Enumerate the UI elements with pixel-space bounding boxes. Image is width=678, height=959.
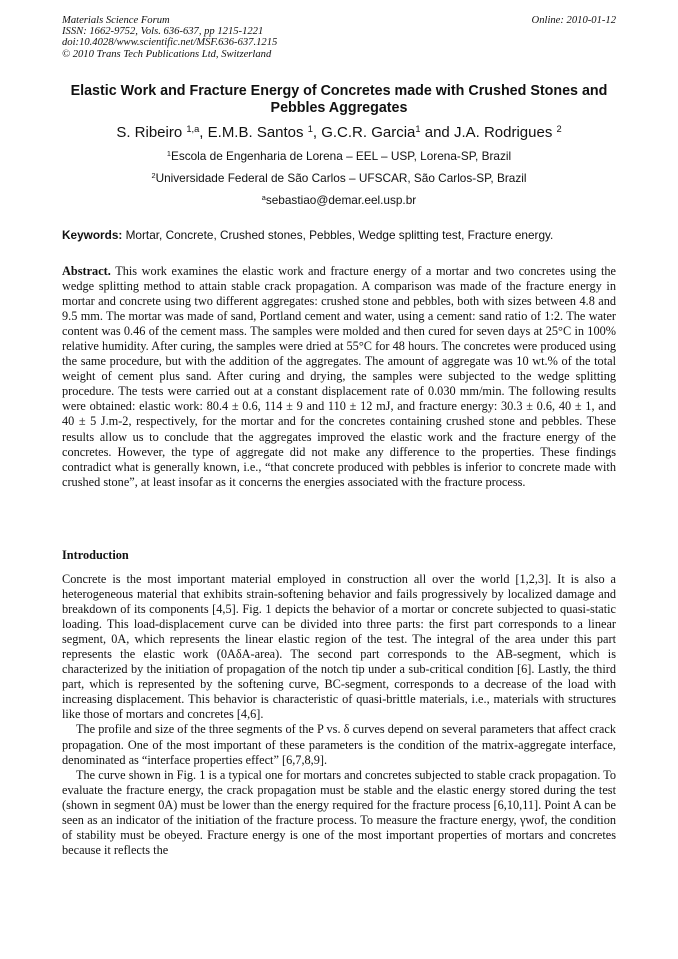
author: J.A. Rodrigues <box>453 124 553 141</box>
affiliation <box>62 149 616 163</box>
introduction-body <box>62 572 616 858</box>
paper-title: Elastic Work and Fracture Energy of Concretes made with Crushed Stones and Pebbles Aggregates <box>70 83 608 116</box>
abstract-label: Abstract. <box>62 264 111 278</box>
journal-name: Materials Science Forum <box>62 15 170 26</box>
affiliation-text: Universidade Federal de São Carlos – UFSCAR, São Carlos-SP, Brazil <box>155 171 527 185</box>
author-mark: 1,a <box>186 123 200 134</box>
paragraph: The profile and size of the three segments of the P vs. δ curves depend on several parameters that affect crack propagation. One of the most important of these parameters is the condition of the matrix-aggregate interface, denominated as “interface properties effect” [6,7,8,9]. <box>62 722 616 767</box>
author-separator: , <box>199 124 208 141</box>
paragraph: Concrete is the most important material employed in construction all over the world [1,2,3]. It is also a heterogeneous material that exhibits strain-softening behavior and fails progressively by localized damage and breakdown of its components [4,5]. Fig. 1 depicts the behavior of a mortar or concrete subjected to quasi-static loading. This load-displacement curve can be divided into three parts: the first part corresponds to a linear segment, 0A, which represents the linear elastic region of the test. The integral of the area under this part represents the elastic work (0AδA-area). The second part corresponds to the AB-segment, which is characterized by the initiation of propagation of the notch tip under a sub-critical condition [6]. Lastly, the third part, which is represented by the softening curve, BC-segment, corresponds to a decrease of the load with increasing displacement. This behavior is characteristic of quasi-brittle materials, i.e., materials with structures like those of mortars and concretes [4,6]. <box>62 572 616 722</box>
doi-line: doi:10.4028/www.scientific.net/MSF.636-637.1215 <box>62 37 278 49</box>
section-heading: Introduction <box>62 548 129 562</box>
keywords <box>62 228 616 242</box>
abstract-text: This work examines the elastic work and fracture energy of a mortar and two concretes using the wedge splitting method to attain stable crack propagation. A comparison was made of the fracture energy in mortar and concrete using two different aggregates: crushed stone and pebbles, both with sizes between 4.8 and 9.5 mm. The mortar was made of sand, Portland cement and water, using a cement: sand ratio of 1:2. The water content was 0.46 of the cement mass. The samples were molded and then cured for seven days at 25°C in 100% relative humidity. After curing, the samples were dried at 55°C for 48 hours. The concretes were produced using the same procedure, but with the addition of the aggregates. The amount of aggregate was 10 wt.% of the total weight of cement plus sand. After curing and drying, the samples were subjected to the wedge splitting procedure. The tests were carried out at a constant displacement rate of 0.030 mm/min. The following results were obtained: elastic work: 80.4 ± 0.6, 114 ± 9 and 110 ± 12 mJ, and fracture energy: 30.3 ± 0.6, 40 ± 1, and 40 ± 5 J.m-2, respectively, for the mortar and for the concretes containing crushed stone and pebbles. These results allow us to conclude that the aggregates improved the elastic work and the fracture energy of the concretes. However, the type of aggregate did not make any difference to the properties. These findings contradict what is generally known, i.e., “that concrete produced with pebbles is inferior to concrete made with crushed stone”, at least insofar as it concerns the energies associated with the fracture process. <box>62 264 616 489</box>
author-separator: and <box>420 124 454 141</box>
affiliation-mark: 1 <box>166 148 171 158</box>
keywords-text: Mortar, Concrete, Crushed stones, Pebbles, Wedge splitting test, Fracture energy. <box>125 228 554 242</box>
online-date: Online: 2010-01-12 <box>531 15 616 26</box>
affiliation-mark: 2 <box>151 170 156 180</box>
affiliation-mark: a <box>261 192 266 202</box>
abstract <box>62 264 616 490</box>
author-mark: 1 <box>415 123 421 134</box>
author: S. Ribeiro <box>116 124 183 141</box>
author: E.M.B. Santos <box>207 124 304 141</box>
publication-header <box>62 15 616 60</box>
keywords-label: Keywords: <box>62 228 123 242</box>
affiliation-text: Escola de Engenharia de Lorena – EEL – USP, Lorena-SP, Brazil <box>170 149 512 163</box>
author-list <box>62 124 616 142</box>
issn-line: ISSN: 1662-9752, Vols. 636-637, pp 1215-1221 <box>62 26 264 38</box>
copyright-line: © 2010 Trans Tech Publications Ltd, Switzerland <box>62 48 272 60</box>
author-mark: 1 <box>307 123 313 134</box>
author-mark: 2 <box>556 123 562 134</box>
email-text: sebastiao@demar.eel.usp.br <box>265 193 417 207</box>
affiliation <box>62 171 616 185</box>
author-separator: , <box>312 124 322 141</box>
paragraph: The curve shown in Fig. 1 is a typical one for mortars and concretes subjected to stable crack propagation. To evaluate the fracture energy, the crack propagation must be stable and the elastic energy stored during the test (shown in segment 0A) must be lower than the energy required for the fracture process [6,10,11]. Point A can be seen as an indicator of the initiation of the fracture process. To measure the fracture energy, γwof, the condition of stability must be obeyed. Fracture energy is one of the most important properties of mortars and concretes because it reflects the <box>62 767 616 857</box>
corresponding-email <box>62 193 616 207</box>
author: G.C.R. Garcia <box>321 124 416 141</box>
